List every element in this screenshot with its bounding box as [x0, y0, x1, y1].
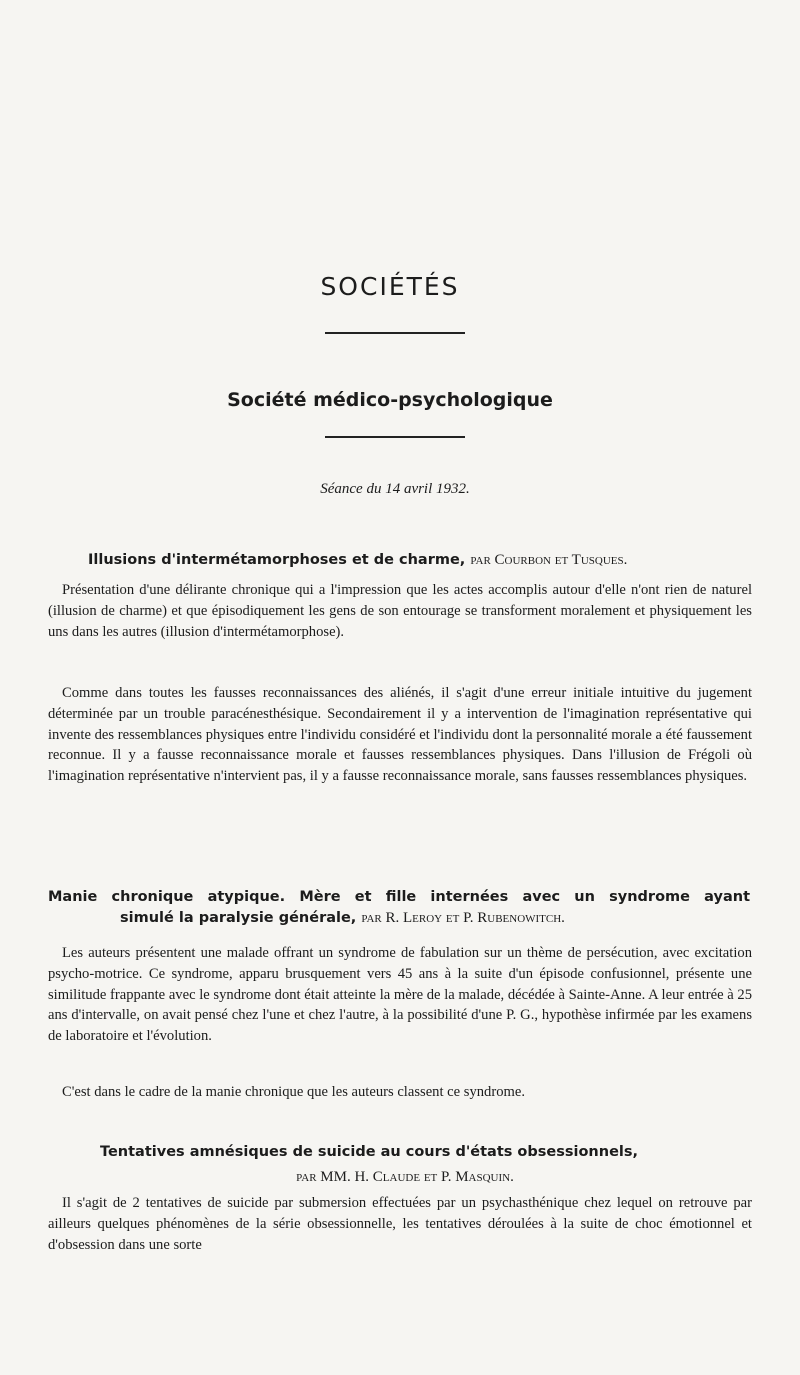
article-2-paragraph-2: C'est dans le cadre de la manie chronique que les auteurs classent ce syndrome. — [62, 1084, 525, 1100]
society-name: Société médico-psychologique — [227, 389, 553, 411]
article-2-title-line-2: simulé la paralysie générale, — [120, 910, 357, 926]
article-1-byline: par Courbon et Tusques. — [470, 552, 628, 568]
article-3-paragraph-1: Il s'agit de 2 tentatives de suicide par submersion effectuées par un psychasthénique chez lequel on retrouve par ailleurs quelques phénomènes de la série obsessionnelle, les tentatives déroulées à la suite de choc émotionnel et d'obsession dans une sorte — [48, 1195, 752, 1253]
article-2-paragraph-1: Les auteurs présentent une malade offrant un syndrome de fabulation sur un thème de persécution, avec excitation psycho-motrice. Ce syndrome, apparu brusquement vers 45 ans à la suite d'un épisode confusionnel, présente une similitude frappante avec le syndrome dont était atteinte la mère de la malade, décédée à Sainte-Anne. A leur entrée à 25 ans d'intervalle, on avait pensé chez l'une et chez l'autre, à la possibilité d'une P. G., hypothèse infirmée par les examens de laboratoire et l'évolution. — [48, 945, 752, 1045]
article-2-title-line-1: Manie chronique atypique. Mère et fille internées avec un syndrome ayant — [48, 889, 750, 905]
article-2-heading — [120, 908, 790, 929]
article-3-title: Tentatives amnésiques de suicide au cours d'états obsessionnels, — [100, 1144, 639, 1160]
seance-date: Séance du 14 avril 1932. — [320, 481, 470, 497]
article-1-paragraph-2: Comme dans toutes les fausses reconnaissances des aliénés, il s'agit d'une erreur initiale intuitive du jugement déterminée par un trouble paracénesthésique. Secondairement il y a intervention de l'imagination représentative qui invente des ressemblances physiques entre l'individu considéré et l'individu dont la personnalité morale a été faussement reconnue. Il y a fausse reconnaissance morale et fausses ressemblances physiques. Dans l'illusion de Frégoli où l'imagination représentative n'intervient pas, il y a fausse reconnaissance morale, sans fausses ressemblances physiques. — [48, 685, 752, 785]
article-2-byline: par R. Leroy et P. Rubenowitch. — [361, 910, 565, 926]
article-1-heading — [88, 550, 758, 571]
article-3-byline: par MM. H. Claude et P. Masquin. — [296, 1169, 514, 1185]
title-rule-bottom — [325, 436, 465, 438]
section-title: SOCIÉTÉS — [320, 272, 460, 301]
article-1-paragraph-1: Présentation d'une délirante chronique qui a l'impression que les actes accomplis autour d'elle n'ont rien de naturel (illusion de charme) et que épisodiquement les gens de son entourage se transforment moralement et physiquement les uns dans les autres (illusion d'intermétamorphose). — [48, 582, 752, 640]
article-1-title: Illusions d'intermétamorphoses et de charme, — [88, 552, 466, 568]
title-rule-top — [325, 332, 465, 334]
